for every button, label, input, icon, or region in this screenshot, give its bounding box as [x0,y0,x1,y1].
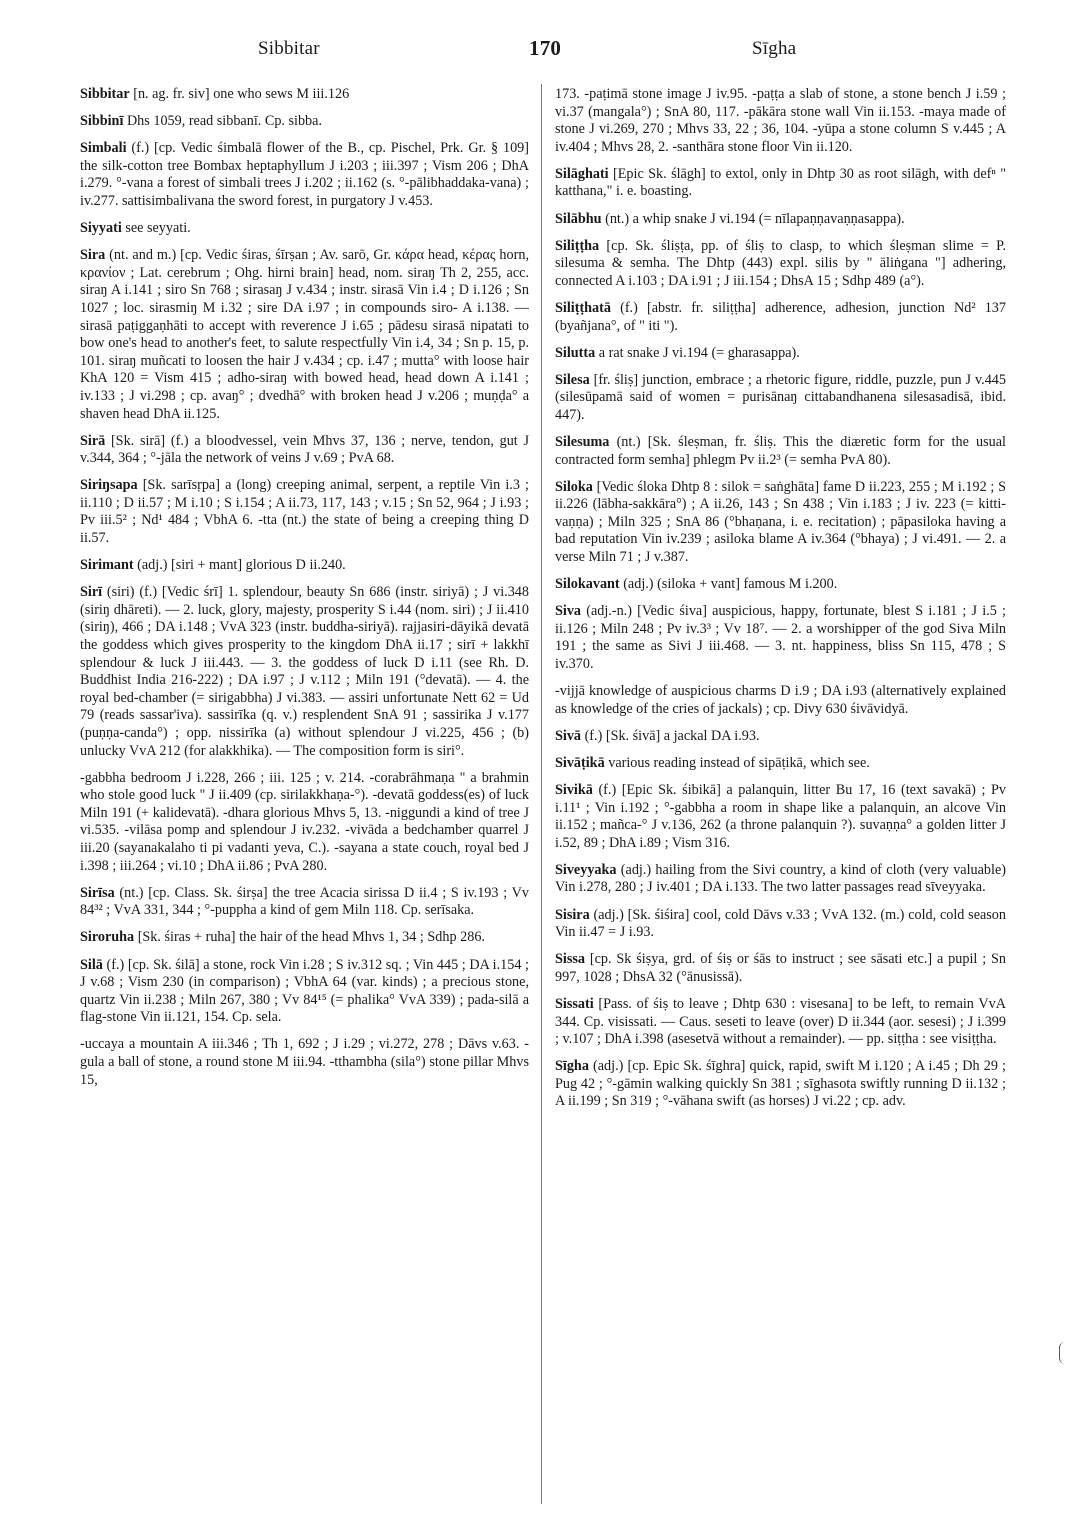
entry-text: -uccaya a mountain A iii.346 ; Th 1, 692 ; J i.29 ; vi.272, 278 ; Dāvs v.63. -gula a ball of stone, a round stone M iii.94. -tthambha (sila°) stone pillar Mhvs 15, [80,1036,529,1088]
dictionary-entry [555,996,1006,1049]
dictionary-entry [80,433,529,468]
dictionary-entry [555,603,1006,673]
dictionary-entry [555,345,1006,363]
headword: Sirī [80,584,103,601]
dictionary-entry [80,220,529,238]
dictionary-entry [555,862,1006,897]
entry-continuation [80,1036,529,1089]
dictionary-entry [80,140,529,210]
running-head-right: Sīgha [752,38,797,59]
entry-text: (adj.) (siloka + vant] famous M i.200. [619,576,838,593]
headword: Sira [80,247,106,264]
entry-text: (siri) (f.) [Vedic śrī] 1. splendour, beauty Sn 686 (instr. siriyā) ; J vi.348 (siriŋ dhāreti). — 2. luck, glory, majesty, prosperity S i.44 (nom. siri) ; J ii.410 (siriŋ), 466 ; DA i.148 ; VvA 323 (instr. buddha-siriyā). rajjasiri-dāyikā devatā the goddess which gives prosperity to the kingdom DhA ii.17 ; sirī + lakkhī splendour & luck J iii.443. — 3. the goddess of luck D i.11 (see Rh. D. Buddhist India 216-222) ; DA i.97 ; J v.112 ; Miln 191 (°devatā). — 4. the royal bed-chamber (= sirigabbha) J vi.383. — assiri unfortunate Nett 62 = Ud 79 (reads sassar'iva). sassirīka (q. v.) resplendent SnA 91 ; sassirika J v.177 (puṇṇa-canda°) ; opp. nissirīka (a) without splendour J vi.225, 456 ; (b) unlucky VvA 212 (for alakkhika). — The composition form is siri°. [80,584,529,759]
entry-text: [Sk. sirā] (f.) a bloodvessel, vein Mhvs 37, 136 ; nerve, tendon, gut J v.344, 364 ; °-jāla the network of veins J v.69 ; PvA 68. [80,432,529,467]
entry-text: (f.) [Epic Sk. śibikā] a palanquin, litter Bu 17, 16 (text savakā) ; Pv i.11¹ ; Vin i.192 ; °-gabbha a room in shape like a palanquin, an alcove Vin ii.152 ; mañca-° J v.136, 262 (a throne palanquin ?). suvaṇṇa° a golden litter J i.52, 89 ; DhA i.89 ; Vism 316. [555,782,1006,851]
running-head-left: Sibbitar [258,38,320,59]
headword: Siliṭṭhatā [555,299,611,316]
entry-text: (nt.) a whip snake J vi.194 (= nīlapaṇṇavaṇṇasappa). [601,210,905,227]
headword: Sivikā [555,782,593,798]
headword: Siyyati [80,220,122,237]
entry-text: -vijjā knowledge of auspicious charms D i.9 ; DA i.93 (alternatively explained as knowledge of the cries of jackals) ; cp. Divy 630 śivāvidyā. [555,683,1006,717]
entry-text: [cp. Sk. śliṣṭa, pp. of śliṣ to clasp, to which śleṣman slime = P. silesuma & semha. The Dhtp (443) expl. silis by " āliṅgana "] adhering, connected A i.103 ; DA i.91 ; J iii.154 ; DhsA 15 ; Sdhp 489 (a°). [555,237,1006,289]
dictionary-entry [555,238,1006,291]
dictionary-entry [80,477,529,547]
dictionary-entry [555,728,1006,746]
entry-text: (f.) [cp. Sk. śilā] a stone, rock Vin i.28 ; S iv.312 sq. ; Vin 445 ; DA i.154 ; J v.68 ; Vism 230 (in comparison) ; VbhA 64 (var. kinds) ; a precious stone, quartz Vin ii.238 ; Miln 267, 380 ; Vv 84¹⁵ (= phalika° VvA 339) ; pada-silā a flag-stone Vin ii.121, 154. Cp. sela. [80,956,529,1026]
headword: Silokavant [555,576,620,593]
entry-text: various reading instead of sipāṭikā, which see. [604,754,870,771]
dictionary-entry [555,479,1006,567]
entry-text: [Epic Sk. ślāgh] to extol, only in Dhtp 30 as root silāgh, with defⁿ " katthana," i. e. boasting. [555,165,1006,200]
entry-text: [Sk. śiras + ruha] the hair of the head Mhvs 1, 34 ; Sdhp 286. [134,929,485,946]
entry-text: (nt.) [Sk. śleṣman, fr. śliṣ. This the diæretic form for the usual contracted form semha] phlegm Pv ii.2³ (= semha PvA 80). [555,434,1006,468]
headword: Sisira [555,906,590,923]
headword: Siveyyaka [555,861,617,878]
dictionary-entry [80,584,529,760]
dictionary-entry [80,929,529,947]
dictionary-entry [80,86,529,104]
headword: Silutta [555,344,596,361]
column-divider [541,84,542,1504]
right-column [555,86,1006,1121]
headword: Sivā [555,727,582,744]
entry-text: [n. ag. fr. siv] one who sews M iii.126 [129,86,350,102]
dictionary-entry [555,300,1006,335]
headword: Silābhu [555,210,602,227]
dictionary-entry [80,885,529,920]
headword: Sibbinī [80,113,124,130]
headword: Silesuma [555,434,610,450]
headword: Siva [555,603,582,620]
entry-text: (f.) [abstr. fr. siliṭṭha] adherence, adhesion, junction Nd² 137 (byañjana°, of " iti "). [555,299,1006,334]
entry-continuation [555,683,1006,718]
entry-text: [fr. śliṣ] junction, embrace ; a rhetoric figure, riddle, puzzle, pun J v.445 (silesūpamā said of women = purisānaŋ cittabandhanena silesasadisā, ibid. 447). [555,371,1006,423]
entry-text: (adj.) [Sk. śiśira] cool, cold Dāvs v.33 ; VvA 132. (m.) cold, cold season Vin ii.47 = J i.93. [555,906,1006,941]
dictionary-entry [80,557,529,575]
entry-text: (adj.) [siri + mant] glorious D ii.240. [133,557,346,574]
entry-text: [Sk. sarīsṛpa] a (long) creeping animal, serpent, a reptile Vin i.3 ; ii.110 ; D ii.57 ; M i.10 ; S i.154 ; A ii.73, 117, 143 ; v.15 ; Sn 52, 964 ; J i.93 ; Pv iii.5² ; Nd¹ 484 ; VbhA 6. -tta (nt.) the state of being a creeping thing D ii.57. [80,477,529,547]
dictionary-entry [555,372,1006,425]
headword: Siliṭṭha [555,237,600,254]
headword: Silāghati [555,165,609,182]
headword: Silesa [555,371,590,388]
dictionary-entry [555,782,1006,852]
headword: Sibbitar [80,86,130,102]
entry-text: (adj.-n.) [Vedic śiva] auspicious, happy, fortunate, blest S i.181 ; J i.5 ; ii.126 ; Miln 248 ; Pv iv.3³ ; Vv 18⁷. — 2. a worshipper of the god Siva Miln 191 ; the same as Sivi J iii.468. — 3. nt. happiness, bliss Sn 115, 478 ; S iv.370. [555,603,1006,673]
entry-text: (nt. and m.) [cp. Vedic śiras, śīrṣan ; Av. sarō, Gr. κάρα head, κέρας horn, κρανίον ; Lat. cerebrum ; Ohg. hirni brain] head, nom. siraŋ Th 2, 255, acc. siraŋ A i.141 ; siro Sn 768 ; sirasaŋ J v.434 ; instr. sirasā Vin i.4 ; D i.126 ; Sn 1027 ; loc. sirasmiŋ M i.32 ; sire DA i.97 ; in compounds siro- A i.138. — sirasā paṭiggaṇhāti to accept with reverence J i.65 ; pādesu sirasā nipatati to bow one's head to another's feet, to salute respectfully Vin i.4, 34 ; Sn p. 15, p. 101. siraŋ muñcati to loosen the hair J v.434 ; cp. i.47 ; mutta° with loose hair KhA 120 = Vism 415 ; adho-siraŋ with bowed head, head down A i.141 ; iv.133 ; J vi.298 ; cp. avaŋ° ; dvedhā° with broken head J v.206 ; muṇḍa° a shaven head DhA ii.125. [80,247,529,422]
headword: Sissa [555,951,585,968]
entry-text: (adj.) hailing from the Sivi country, a kind of cloth (very valuable) Vin i.278, 280 ; J iv.401 ; DA i.133. The two latter passages read sīveyyaka. [555,861,1006,896]
entry-text: -gabbha bedroom J i.228, 266 ; iii. 125 ; v. 214. -corabrāhmaṇa " a brahmin who stole good luck " J ii.409 (cp. sirilakkhaṇa-°). -devatā goddess(es) of luck Miln 191 (+ kalidevatā). -dhara glorious Mhvs 5, 13. -niggundi a kind of tree J vi.535. -vilāsa pomp and splendour J iv.232. -vivāda a bedchamber quarrel J iii.20 (sayanakalaho ti pi vadanti yeva, C.). -sayana a state couch, royal bed J i.398 ; iii.264 ; vi.10 ; DhA ii.86 ; PvA 280. [80,769,529,874]
dictionary-entry [555,907,1006,942]
entry-continuation [555,86,1006,156]
dictionary-entry [80,957,529,1027]
dictionary-entry [555,951,1006,986]
dictionary-entry [80,247,529,423]
headword: Silā [80,956,103,973]
headword: Sīgha [555,1058,589,1075]
headword: Simbali [80,140,127,157]
entry-text: [cp. Sk śiṣya, grd. of śiṣ or śās to instruct ; see sāsati etc.] a pupil ; Sn 997, 1028 ; DhsA 32 (°ānusissā). [555,951,1006,985]
entry-text: 173. -paṭimā stone image J iv.95. -paṭṭa a slab of stone, a stone bench J i.59 ; vi.37 (mangala°) ; SnA 80, 117. -pākāra stone wall Vin ii.153. -maya made of stone J vi.269, 270 ; Mhvs 33, 22 ; 36, 104. -yūpa a stone column S v.445 ; A iv.404 ; Mhvs 28, 2. -santhāra stone floor Vin ii.120. [555,86,1006,155]
headword: Sirīsa [80,884,115,901]
entry-text: (f.) [cp. Vedic śimbalā flower of the B., cp. Pischel, Prk. Gr. § 109] the silk-cotton tree Bombax heptaphyllum J i.203 ; iii.397 ; Vism 206 ; DhA i.279. °-vana a forest of simbali trees J i.202 ; ii.162 (s. °-pālibhaddaka-vana) ; iv.277. sattisimbalivana the sword forest, in purgatory J v.453. [80,140,529,209]
page-number: 170 [529,36,562,60]
headword: Sirā [80,432,106,449]
headword: Sivāṭikā [555,754,605,771]
dictionary-entry [555,755,1006,773]
entry-text: (f.) [Sk. śivā] a jackal DA i.93. [581,727,760,744]
entry-text: Dhs 1059, read sibbanī. Cp. sibba. [123,113,322,130]
dictionary-entry [555,434,1006,469]
dictionary-entry [555,1058,1006,1111]
left-column [80,86,529,1099]
entry-text: (nt.) [cp. Class. Sk. śirṣa] the tree Acacia sirissa D ii.4 ; S iv.193 ; Vv 84³² ; VvA 331, 344 ; °-puppha a kind of gem Miln 118. Cp. serīsaka. [80,884,529,919]
dictionary-entry [555,576,1006,594]
dictionary-entry [555,211,1006,229]
entry-text: [Vedic śloka Dhtp 8 : silok = saṅghāta] fame D ii.223, 255 ; M i.192 ; S ii.226 (lābha-sakkāra°) ; A ii.26, 143 ; Sn 438 ; Vin i.183 ; J iv. 223 (= kitti-vaṇṇa) ; Miln 325 ; SnA 86 (°bhaṇana, i. e. recitation) ; pāpasiloka having a bad reputation Vin iv.239 ; asiloka blame A iv.364 (°bhaya) ; J vi.491. — 2. a verse Miln 71 ; J v.387. [555,478,1006,566]
headword: Sirimant [80,557,134,574]
headword: Sissati [555,995,594,1012]
headword: Siriŋsapa [80,477,138,494]
page-edge-mark [1059,1342,1066,1364]
entry-text: [Pass. of śiṣ to leave ; Dhtp 630 : visesana] to be left, to remain VvA 344. Cp. visissati. — Caus. seseti to leave (over) D ii.344 (aor. sesesi) ; J i.399 ; v.107 ; DhA i.398 (asesetvā without a remainder). — pp. siṭṭha : see visiṭṭha. [555,995,1006,1048]
entry-text: see seyyati. [121,220,191,237]
dictionary-entry [80,113,529,131]
headword: Siroruha [80,929,135,946]
entry-text: (adj.) [cp. Epic Sk. śīghra] quick, rapid, swift M i.120 ; A i.45 ; Dh 29 ; Pug 42 ; °-gāmin walking quickly Sn 381 ; sīghasota swiftly running D ii.132 ; A ii.199 ; Sn 319 ; °-vāhana swift (as horses) J vi.22 ; cp. adv. [555,1058,1006,1110]
entry-text: a rat snake J vi.194 (= gharasappa). [595,344,800,361]
dictionary-entry [555,166,1006,201]
headword: Siloka [555,478,593,495]
entry-continuation [80,770,529,876]
